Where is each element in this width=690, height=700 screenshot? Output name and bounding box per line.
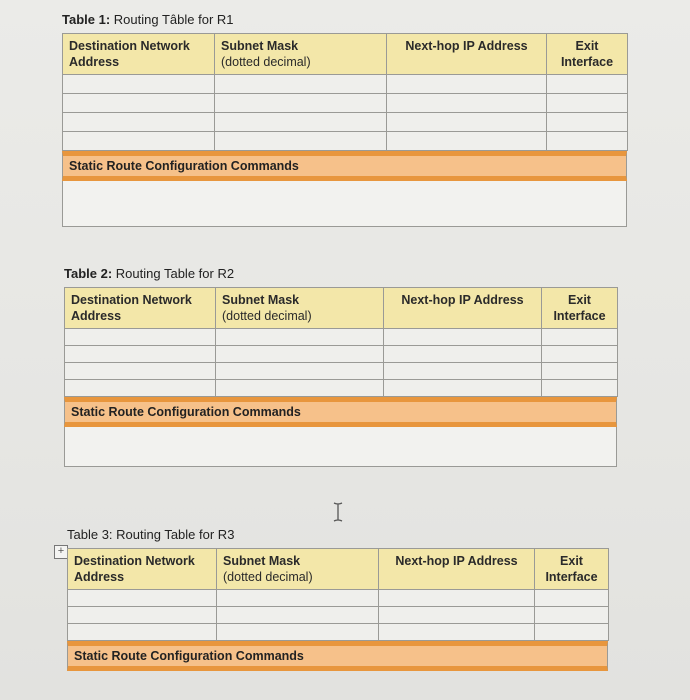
table-1-section bbox=[62, 12, 627, 227]
header-exit-interface: Exit Interface bbox=[542, 288, 618, 329]
table-row[interactable] bbox=[63, 113, 628, 132]
table-3-caption: Table 3: Routing Table for R3 bbox=[67, 527, 235, 542]
header-destination: Destination Network Address bbox=[63, 34, 215, 75]
routing-table-r2 bbox=[64, 287, 618, 397]
commands-area[interactable] bbox=[64, 427, 617, 467]
table-row[interactable] bbox=[63, 132, 628, 151]
header-next-hop: Next-hop IP Address bbox=[379, 549, 535, 590]
table-row[interactable] bbox=[65, 363, 618, 380]
commands-header: Static Route Configuration Commands bbox=[64, 397, 617, 427]
table-row[interactable] bbox=[68, 590, 609, 607]
table-2-caption: Table 2: Routing Table for R2 bbox=[64, 266, 235, 281]
header-subnet-mask: Subnet Mask (dotted decimal) bbox=[215, 34, 387, 75]
header-next-hop: Next-hop IP Address bbox=[384, 288, 542, 329]
table-row[interactable] bbox=[63, 75, 628, 94]
table-2-section bbox=[64, 266, 617, 467]
commands-header: Static Route Configuration Commands bbox=[62, 151, 627, 181]
table-row[interactable] bbox=[65, 346, 618, 363]
commands-area[interactable] bbox=[62, 181, 627, 227]
table-1-caption: Table 1: Routing Tâble for R1 bbox=[62, 12, 234, 27]
table-row[interactable] bbox=[65, 329, 618, 346]
table-row[interactable] bbox=[65, 380, 618, 397]
header-destination: Destination Network Address bbox=[68, 549, 217, 590]
header-subnet-mask: Subnet Mask (dotted decimal) bbox=[217, 549, 379, 590]
routing-table-r3 bbox=[67, 548, 609, 641]
table-row[interactable] bbox=[63, 94, 628, 113]
text-cursor-icon bbox=[332, 502, 344, 522]
table-3-section bbox=[67, 527, 608, 671]
table-move-handle-icon[interactable]: + bbox=[54, 545, 68, 559]
header-subnet-mask: Subnet Mask (dotted decimal) bbox=[216, 288, 384, 329]
routing-table-r1 bbox=[62, 33, 628, 151]
header-next-hop: Next-hop IP Address bbox=[387, 34, 547, 75]
header-exit-interface: Exit Interface bbox=[535, 549, 609, 590]
commands-header: Static Route Configuration Commands bbox=[67, 641, 608, 671]
text-cursor-icon bbox=[332, 502, 344, 522]
table-row[interactable] bbox=[68, 624, 609, 641]
header-exit-interface: Exit Interface bbox=[547, 34, 628, 75]
table-row[interactable] bbox=[68, 607, 609, 624]
header-destination: Destination Network Address bbox=[65, 288, 216, 329]
